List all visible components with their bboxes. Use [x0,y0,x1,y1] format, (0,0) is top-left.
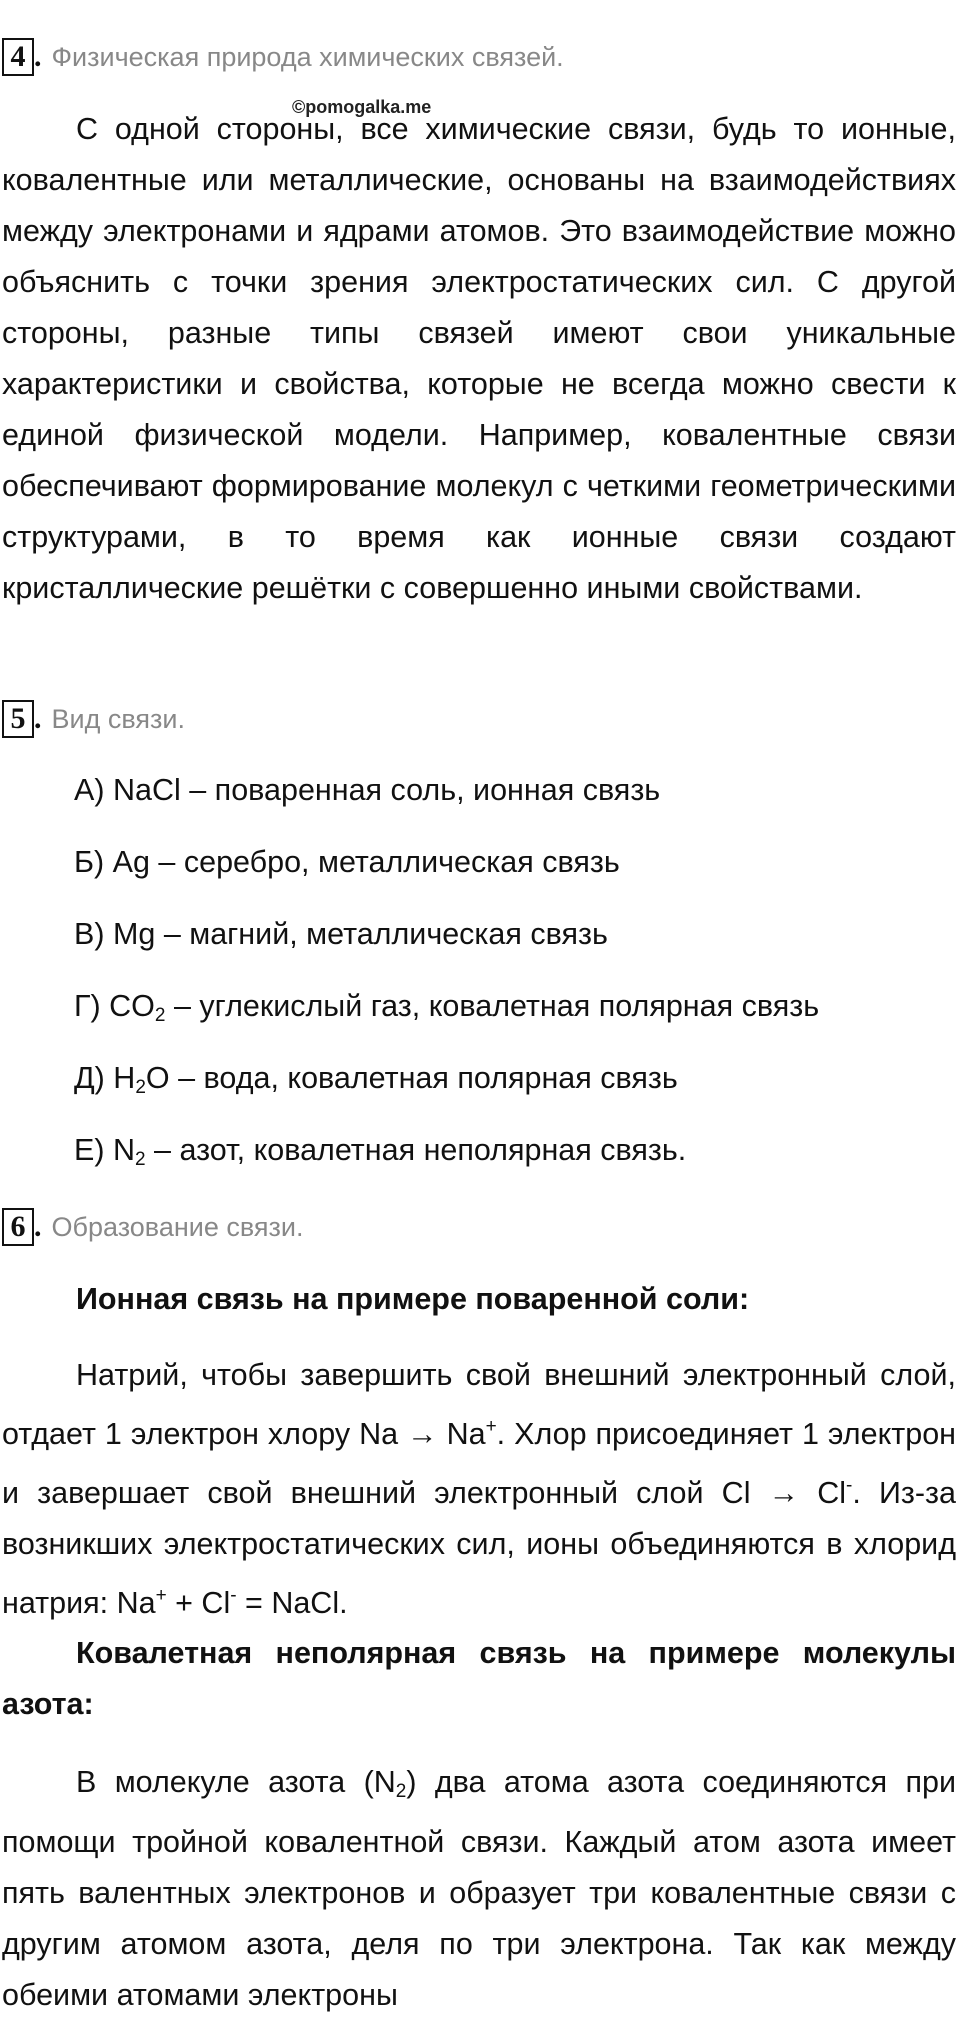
section-5-number-dot: . [34,702,42,735]
section-6-number: 6 [2,1208,34,1246]
section-5-title: Вид связи. [51,703,185,734]
list-item: А) NaCl – поваренная соль, ионная связь [74,773,661,807]
section-4-paragraph [2,104,956,614]
section-4-text: С одной стороны, все химические связи, будь то ионные, ковалентные или металлические, основаны на взаимодействиях между электронами и ядрами атомов. Это взаимодействие можно объяснить с точки зрения электростатических сил. С другой стороны, разные типы связей имеют свои уникальные характеристики и свойства, которые не всегда можно свести к единой физической модели. Например, ковалентные связи обеспечивают формирование молекул с четкими геометрическими структурами, в то время как ионные связи создают кристаллические решётки с совершенно иными свойствами. [2,112,956,605]
watermark: ©pomogalka.me [292,97,432,117]
bond-type-list [74,770,819,1202]
list-item: Д) $H_2O$ – вода, ковалетная полярная связь [74,1061,678,1098]
section-4-number: 4 [2,38,34,76]
section-6-title: Образование связи. [51,1211,304,1242]
ionic-heading: Ионная связь на примере поваренной соли: [76,1282,750,1316]
ionic-paragraph: Натрий, чтобы завершить свой внешний электронный слой, отдает 1 электрон хлору Na → Na+. Хлор присоединяет 1 электрон и завершает свой внешний электронный слой Cl → Cl-. Из-за возникших электростатических сил, ионы объединяются в хлорид натрия: Na+ + Cl- = NaCl. [2,1358,956,1620]
section-4-title: Физическая природа химических связей. [51,41,564,72]
section-5-number: 5 [2,700,34,738]
covalent-heading: Ковалетная неполярная связь на примере молекулы азота: [2,1636,956,1721]
covalent-paragraph: В молекуле азота $(N_2)$ два атома азота соединяются при помощи тройной ковалентной связи. Каждый атом азота имеет пять валентных электронов и образует три ковалентные связи с другим атомом азота, деля по три электрона. Так как между обеими атомами электроны [2,1765,957,2012]
section-6-number-dot: . [34,1210,42,1243]
list-item: Б) Ag – серебро, металлическая связь [74,845,620,879]
list-item: Г) $CO_2$ – углекислый газ, ковалетная полярная связь [74,989,820,1026]
section-6-header [2,1208,303,1246]
section-4-number-dot: . [34,40,42,73]
section-5-header [2,700,185,738]
list-item: В) Mg – магний, металлическая связь [74,917,608,951]
list-item: Е) $N_2$ – азот, ковалетная неполярная связь. [74,1133,687,1170]
section-4-header [2,38,564,76]
